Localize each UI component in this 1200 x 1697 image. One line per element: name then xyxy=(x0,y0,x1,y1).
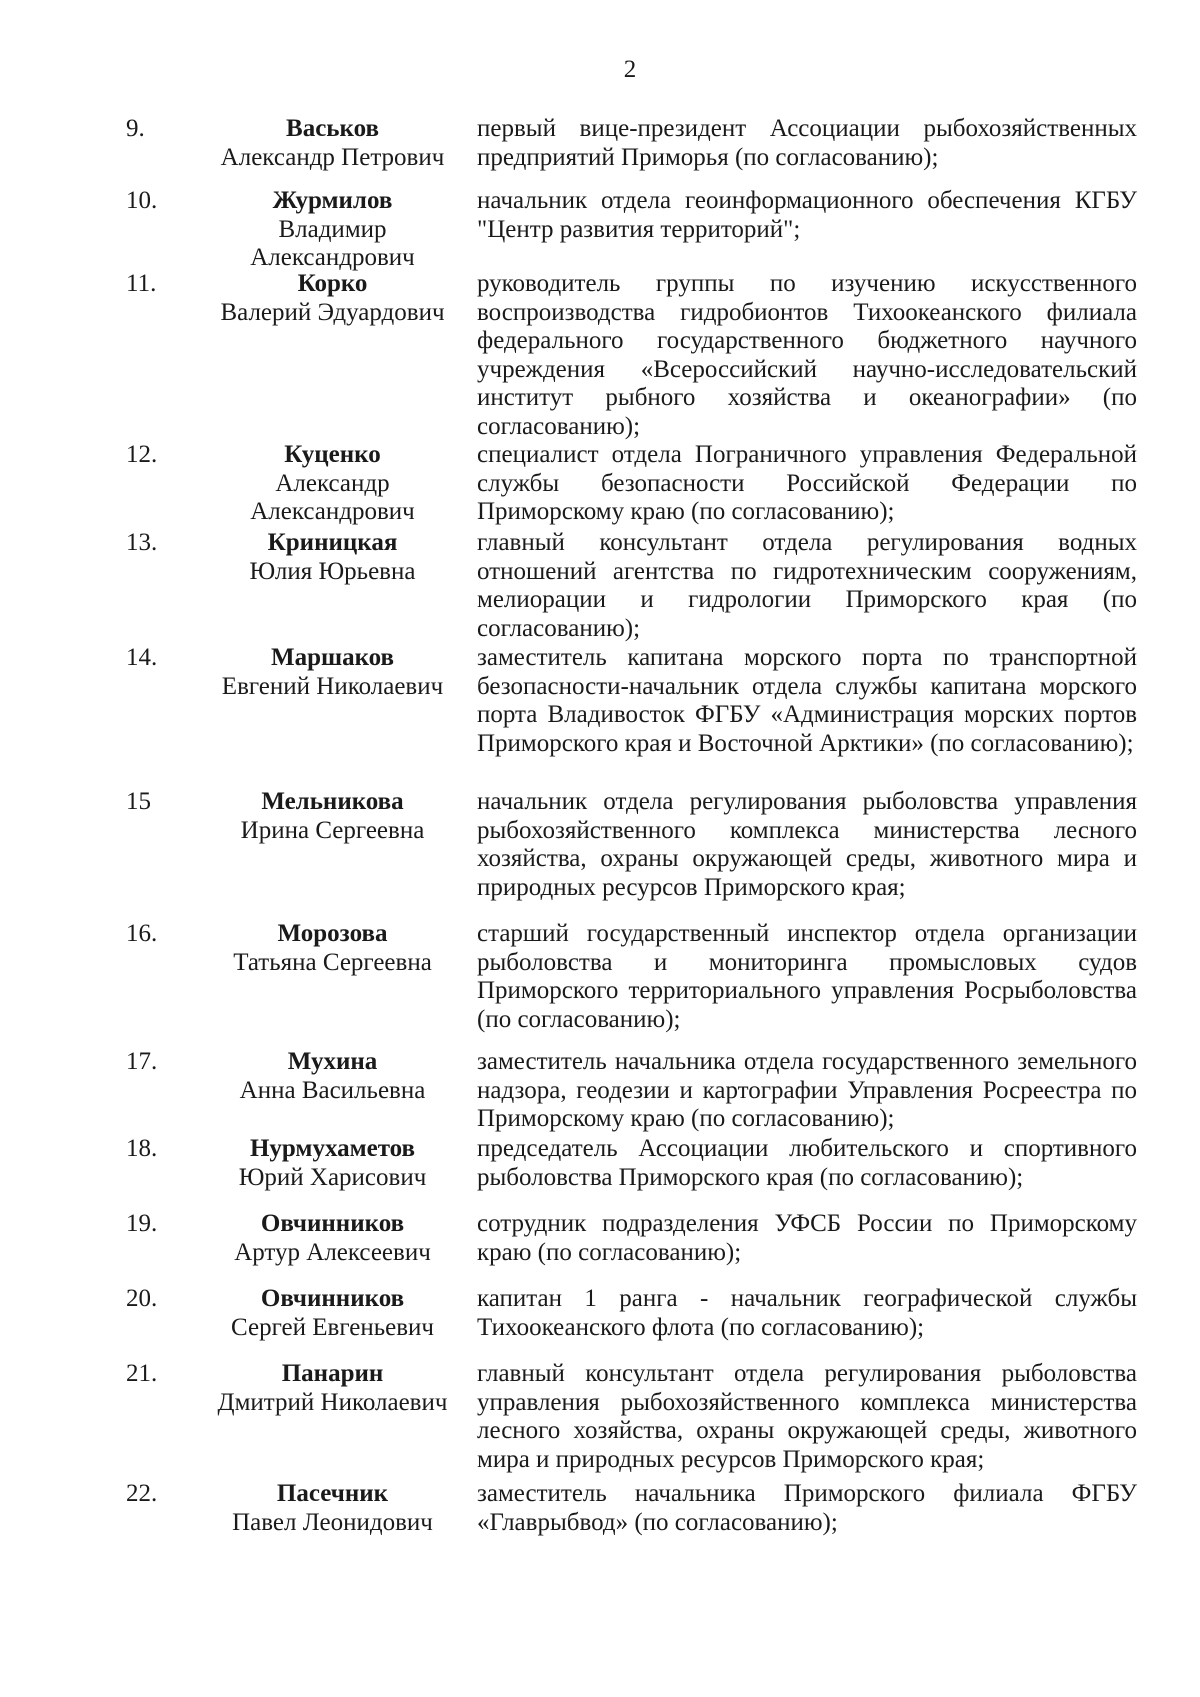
position-description: первый вице-президент Ассоциации рыбохозяйственных предприятий Приморья (по согласованию); xyxy=(477,115,1137,171)
person-name xyxy=(195,644,470,701)
person-name xyxy=(195,1360,470,1417)
item-number: 14. xyxy=(126,644,158,671)
position-description: начальник отдела регулирования рыболовства управления рыбохозяйственного комплекса министерства лесного хозяйства, охраны окружающей среды, животного мира и природных ресурсов Приморского края; xyxy=(477,788,1137,901)
surname: Маршаков xyxy=(270,644,395,671)
given-names: Павел Леонидович xyxy=(232,1508,433,1536)
surname: Корко xyxy=(297,270,368,297)
position-description: заместитель начальника Приморского филиала ФГБУ «Главрыбвод» (по согласованию); xyxy=(477,1480,1137,1536)
position-description: сотрудник подразделения УФСБ России по Приморскому краю (по согласованию); xyxy=(477,1210,1137,1266)
surname: Пасечник xyxy=(276,1480,389,1507)
position-description: главный консультант отдела регулирования рыболовства управления рыбохозяйственного комплекса министерства лесного хозяйства, охраны окружающей среды, животного мира и природных ресурсов Приморского края; xyxy=(477,1360,1137,1473)
item-number: 21. xyxy=(126,1360,158,1387)
surname: Криницкая xyxy=(267,529,398,556)
person-name xyxy=(195,1210,470,1267)
position-description: капитан 1 ранга - начальник географической службы Тихоокеанского флота (по согласованию); xyxy=(477,1285,1137,1341)
person-name xyxy=(195,529,470,586)
item-number: 17. xyxy=(126,1048,158,1075)
given-names: Анна Васильевна xyxy=(239,1076,426,1104)
given-names: Ирина Сергеевна xyxy=(240,816,425,844)
person-name xyxy=(195,788,470,845)
surname: Журмилов xyxy=(272,187,393,214)
item-number: 13. xyxy=(126,529,158,556)
person-name xyxy=(195,187,470,273)
surname: Васьков xyxy=(286,115,379,142)
item-number: 19. xyxy=(126,1210,158,1237)
position-description: заместитель начальника отдела государственного земельного надзора, геодезии и картографии Управления Росреестра по Приморскому краю (по согласованию); xyxy=(477,1048,1137,1132)
given-names: Юрий Харисович xyxy=(238,1163,427,1191)
position-description: старший государственный инспектор отдела организации рыболовства и мониторинга промысловых судов Приморского территориального управления Росрыболовства (по согласованию); xyxy=(477,920,1137,1033)
person-name xyxy=(195,1480,470,1537)
page-number: 2 xyxy=(623,56,637,83)
person-name xyxy=(195,270,470,327)
position-description: заместитель капитана морского порта по транспортной безопасности-начальник отдела службы капитана морского порта Владивосток ФГБУ «Администрация морских портов Приморского края и Восточной Арктики» (по согласованию); xyxy=(477,644,1137,757)
given-names: Татьяна Сергеевна xyxy=(233,948,432,976)
given-names: Александр Петрович xyxy=(220,143,445,171)
position-description: главный консультант отдела регулирования водных отношений агентства по гидротехническим сооружениям, мелиорации и гидрологии Приморского края (по согласованию); xyxy=(477,529,1137,642)
item-number: 18. xyxy=(126,1135,158,1162)
item-number: 16. xyxy=(126,920,158,947)
person-name xyxy=(195,1048,470,1105)
given-names: Артур Алексеевич xyxy=(234,1238,431,1266)
position-description: специалист отдела Пограничного управления Федеральной службы безопасности Российской Федерации по Приморскому краю (по согласованию); xyxy=(477,441,1137,525)
item-number: 12. xyxy=(126,441,158,468)
surname: Мухина xyxy=(287,1048,378,1075)
item-number: 22. xyxy=(126,1480,158,1507)
given-names: Александр Александрович xyxy=(250,469,415,525)
position-description: председатель Ассоциации любительского и спортивного рыболовства Приморского края (по согласованию); xyxy=(477,1135,1137,1191)
position-description: начальник отдела геоинформационного обеспечения КГБУ "Центр развития территорий"; xyxy=(477,187,1137,243)
surname: Морозова xyxy=(277,920,388,947)
surname: Панарин xyxy=(281,1360,384,1387)
given-names: Евгений Николаевич xyxy=(221,672,444,700)
surname: Куценко xyxy=(284,441,381,468)
given-names: Юлия Юрьевна xyxy=(249,557,416,585)
person-name xyxy=(195,115,470,172)
item-number: 20. xyxy=(126,1285,158,1312)
item-number: 10. xyxy=(126,187,158,214)
surname: Овчинников xyxy=(260,1210,405,1237)
given-names: Владимир Александрович xyxy=(250,215,415,271)
position-description: руководитель группы по изучению искусственного воспроизводства гидробионтов Тихоокеанского филиала федерального государственного бюджетного научного учреждения «Всероссийский научно-исследовательский институт рыбного хозяйства и океанографии» (по согласованию); xyxy=(477,270,1137,440)
given-names: Сергей Евгеньевич xyxy=(231,1313,434,1341)
person-name xyxy=(195,1135,470,1192)
surname: Нурмухаметов xyxy=(249,1135,416,1162)
person-name xyxy=(195,441,470,527)
item-number: 11. xyxy=(126,270,157,297)
person-name xyxy=(195,920,470,977)
surname: Мельникова xyxy=(261,788,404,815)
item-number: 15 xyxy=(126,788,151,815)
given-names: Дмитрий Николаевич xyxy=(217,1388,448,1416)
given-names: Валерий Эдуардович xyxy=(220,298,445,326)
person-name xyxy=(195,1285,470,1342)
surname: Овчинников xyxy=(260,1285,405,1312)
item-number: 9. xyxy=(126,115,145,142)
